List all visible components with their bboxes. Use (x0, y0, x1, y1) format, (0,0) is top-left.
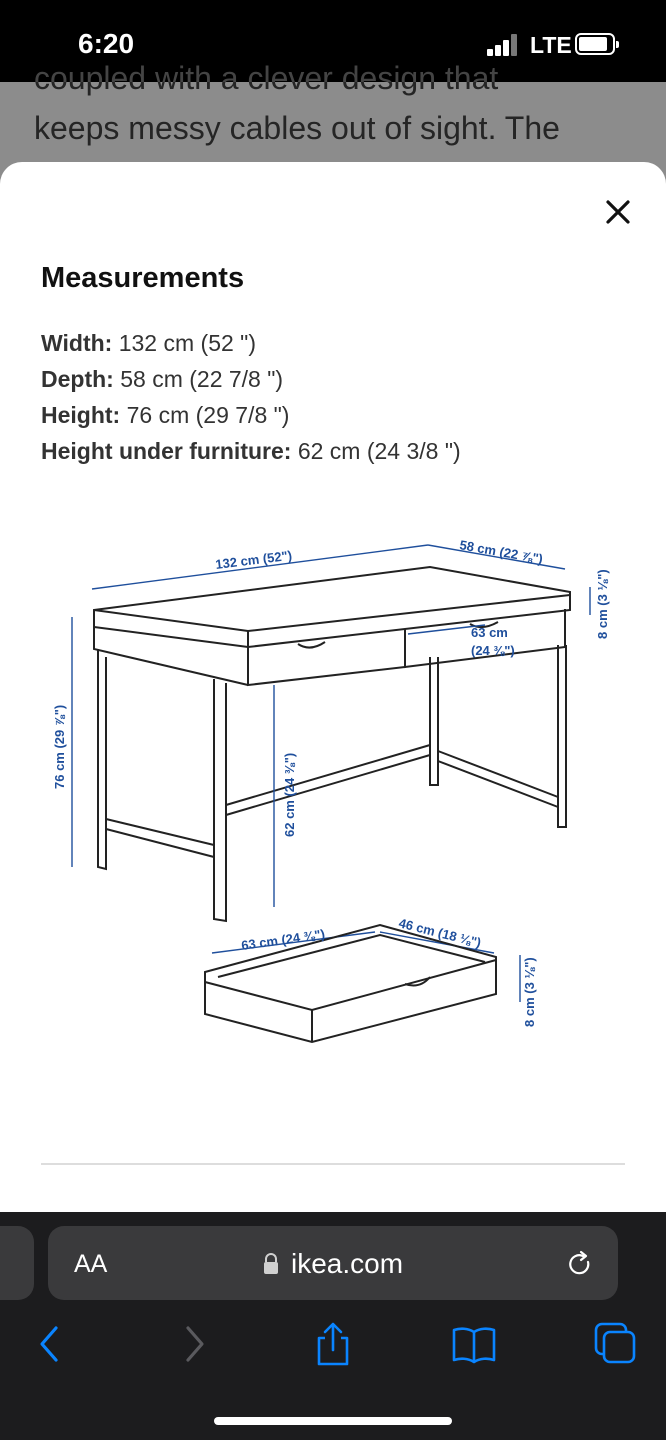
width-dimension-label: 132 cm (52") (214, 547, 293, 572)
share-icon[interactable] (309, 1320, 357, 1368)
drawer-width-label: 63 cm (471, 625, 508, 640)
tabs-icon[interactable] (592, 1320, 640, 1368)
chevron-right-icon[interactable] (170, 1320, 218, 1368)
address-bar[interactable] (48, 1226, 618, 1300)
sheet-title: Measurements (41, 262, 245, 294)
spec-value: 132 cm (52 ") (118, 330, 256, 356)
drawer-depth-label: 46 cm (18 ⅛") (397, 915, 483, 951)
spec-depth (41, 366, 283, 393)
divider (41, 1163, 625, 1165)
close-button[interactable] (598, 192, 638, 232)
close-icon (598, 192, 638, 232)
spec-label: Height: (41, 402, 121, 428)
status-time: 6:20 (78, 28, 135, 59)
height-dimension-label: 76 cm (29 ⅞") (52, 704, 67, 789)
spec-label: Height under furniture: (41, 438, 292, 464)
spec-value: 76 cm (29 7/8 ") (126, 402, 290, 428)
under-height-label: 62 cm (24 ⅜") (282, 752, 297, 837)
measurements-sheet (0, 162, 666, 1212)
network-label: LTE (530, 32, 572, 58)
drawer-height-label-2: 8 cm (3 ⅛") (522, 957, 537, 1027)
spec-value: 62 cm (24 3/8 ") (297, 438, 461, 464)
background-text-line: keeps messy cables out of sight. The (34, 110, 560, 146)
book-icon[interactable] (450, 1320, 498, 1368)
spec-label: Depth: (41, 366, 114, 392)
reload-icon[interactable] (566, 1250, 594, 1278)
battery-icon (575, 33, 615, 55)
drawer-height-label: 8 cm (3 ⅛") (595, 569, 610, 639)
spec-value: 58 cm (22 7/8 ") (120, 366, 284, 392)
drawer-length-label: 63 cm (24 ⅜") (240, 926, 326, 953)
spec-width (41, 330, 256, 357)
spec-height (41, 402, 289, 429)
lock-icon (262, 1252, 280, 1276)
previous-tab-preview[interactable] (0, 1226, 34, 1300)
drawer-width-label: (24 ⅜") (471, 643, 515, 658)
signal-icon (487, 34, 519, 56)
chevron-left-icon[interactable] (26, 1320, 74, 1368)
home-indicator (214, 1417, 452, 1425)
depth-dimension-label: 58 cm (22 ⅞") (458, 537, 545, 567)
spec-label: Width: (41, 330, 113, 356)
desk-dimension-diagram (30, 507, 650, 1102)
url-text: ikea.com (291, 1248, 404, 1279)
background-text-line: coupled with a clever design that (34, 60, 499, 96)
spec-height-under-furniture (41, 438, 461, 465)
text-size-button[interactable]: AA (74, 1250, 108, 1278)
